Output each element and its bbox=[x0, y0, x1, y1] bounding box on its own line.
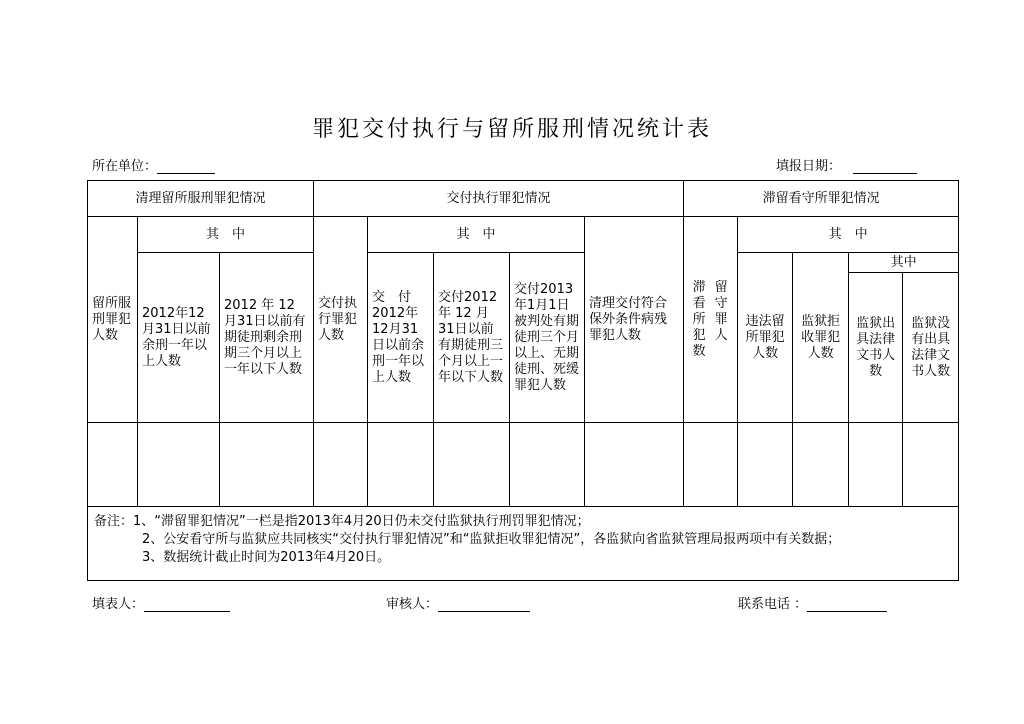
subheader-qizhong-2: 其 中 bbox=[368, 217, 585, 253]
reviewer-label: 审核人： bbox=[386, 597, 439, 612]
group-header-clearing: 清理留所服刑罪犯情况 bbox=[88, 181, 314, 217]
subheader-qizhong-3: 其 中 bbox=[738, 217, 959, 253]
subheader-qizhong-small: 其中 bbox=[849, 253, 959, 273]
filler-label: 填表人： bbox=[92, 597, 145, 612]
group-header-detained: 滞留看守所罪犯情况 bbox=[684, 181, 959, 217]
data-cell[interactable] bbox=[510, 423, 585, 507]
data-row bbox=[88, 423, 959, 507]
col-header-h: 清理交付符合保外条件病残罪犯人数 bbox=[585, 217, 684, 423]
data-cell[interactable] bbox=[368, 423, 434, 507]
subheader-qizhong-1: 其 中 bbox=[138, 217, 314, 253]
reviewer-input-line[interactable] bbox=[438, 597, 530, 612]
page-title: 罪犯交付执行与留所服刑情况统计表 bbox=[311, 117, 712, 142]
unit-label: 所在单位： bbox=[92, 159, 158, 174]
unit-input-line[interactable] bbox=[157, 159, 215, 174]
data-cell[interactable] bbox=[903, 423, 959, 507]
col-header-i-right: 留守罪人 bbox=[714, 279, 728, 343]
date-field[interactable] bbox=[776, 155, 917, 174]
data-cell[interactable] bbox=[138, 423, 220, 507]
col-header-d: 交付执行罪犯人数 bbox=[314, 217, 368, 423]
col-header-i-left: 滞看所犯数 bbox=[692, 279, 706, 359]
col-header-a: 留所服刑罪犯人数 bbox=[88, 217, 138, 423]
data-cell[interactable] bbox=[434, 423, 510, 507]
col-header-j: 违法留所罪犯人数 bbox=[738, 253, 793, 423]
col-header-g: 交付2013年1月1日被判处有期徒刑三个月以上、无期徒刑、死缓罪犯人数 bbox=[510, 253, 585, 423]
group-header-delivery: 交付执行罪犯情况 bbox=[314, 181, 684, 217]
unit-field[interactable] bbox=[92, 155, 215, 174]
filler-input-line[interactable] bbox=[144, 597, 230, 612]
data-cell[interactable] bbox=[88, 423, 138, 507]
col-header-i bbox=[684, 217, 738, 423]
data-cell[interactable] bbox=[793, 423, 849, 507]
phone-field[interactable] bbox=[738, 593, 887, 612]
data-cell[interactable] bbox=[684, 423, 738, 507]
note-line-1: 备注：1、“滞留罪犯情况”一栏是指2013年4月20日仍未交付监狱执行刑罚罪犯情况； bbox=[94, 514, 590, 529]
data-cell[interactable] bbox=[314, 423, 368, 507]
data-cell[interactable] bbox=[220, 423, 314, 507]
filler-field[interactable] bbox=[92, 593, 230, 612]
col-header-k: 监狱拒收罪犯人数 bbox=[793, 253, 849, 423]
col-header-b: 2012年12月31日以前余刑一年以上人数 bbox=[138, 253, 220, 423]
col-header-m: 监狱没有出具法律文书人数 bbox=[903, 273, 959, 423]
col-header-f: 交付2012年 12 月31日以前有期徒刑三个月以上一年以下人数 bbox=[434, 253, 510, 423]
col-header-l: 监狱出具法律文书人数 bbox=[849, 273, 903, 423]
statistics-table bbox=[87, 180, 959, 581]
col-header-c: 2012 年 12 月31日以前有期徒刑剩余刑期三个月以上一年以下人数 bbox=[220, 253, 314, 423]
col-header-e: 交 付 2012年12月31日以前余刑一年以上人数 bbox=[368, 253, 434, 423]
date-label: 填报日期： bbox=[776, 159, 842, 174]
data-cell[interactable] bbox=[738, 423, 793, 507]
date-input-line[interactable] bbox=[853, 159, 917, 174]
data-cell[interactable] bbox=[585, 423, 684, 507]
phone-input-line[interactable] bbox=[807, 597, 887, 612]
phone-label: 联系电话 ： bbox=[738, 597, 808, 612]
reviewer-field[interactable] bbox=[386, 593, 530, 612]
note-line-3: 3、数据统计截止时间为2013年4月20日。 bbox=[142, 550, 391, 565]
note-line-2: 2、公安看守所与监狱应共同核实“交付执行罪犯情况”和“监狱拒收罪犯情况”，各监狱向省监狱管理局报两项中有关数据； bbox=[142, 532, 841, 547]
notes-cell bbox=[88, 507, 959, 581]
data-cell[interactable] bbox=[849, 423, 903, 507]
